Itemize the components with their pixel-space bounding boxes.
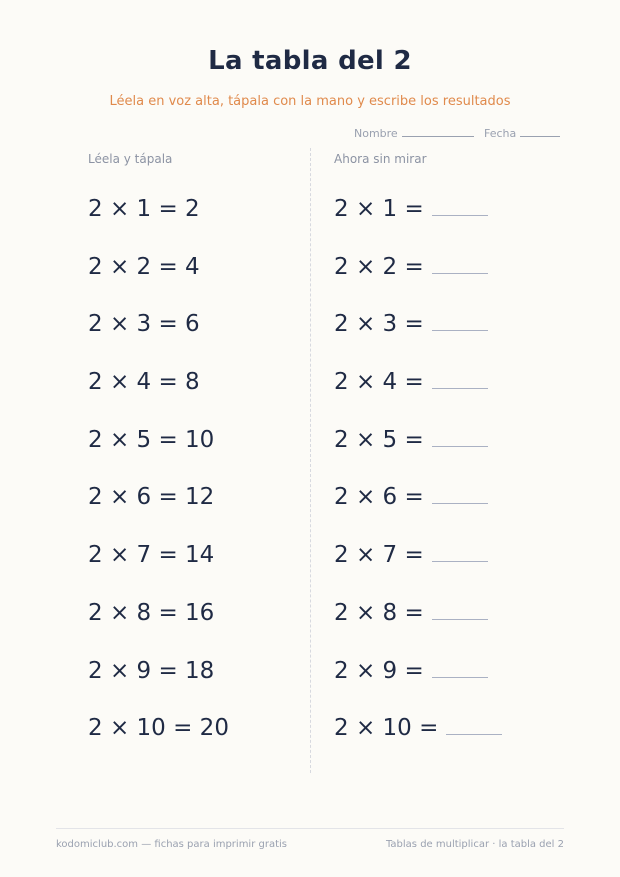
table-row-answer: 2 × 6 = 12	[88, 484, 215, 510]
table-row-answer: 2 × 8 = 16	[88, 600, 215, 626]
table-row-exercise	[334, 194, 488, 224]
exercise-text: 2 × 1 =	[334, 196, 424, 222]
exercise-text: 2 × 2 =	[334, 254, 424, 280]
exercise-text: 2 × 5 =	[334, 427, 424, 453]
answer-blank[interactable]	[432, 368, 488, 389]
table-row-answer: 2 × 1 = 2	[88, 196, 200, 222]
table-row-exercise	[334, 425, 488, 455]
date-field	[484, 127, 560, 140]
table-row-exercise	[334, 540, 488, 570]
table-row-exercise	[334, 252, 488, 282]
exercise-text: 2 × 10 =	[334, 715, 439, 741]
table-row-answer: 2 × 10 = 20	[88, 715, 229, 741]
table-row-answer: 2 × 3 = 6	[88, 311, 200, 337]
table-row-answer: 2 × 4 = 8	[88, 369, 200, 395]
name-line	[402, 127, 474, 137]
footer-topic-text: Tablas de multiplicar · la tabla del 2	[385, 839, 564, 850]
answer-blank[interactable]	[432, 657, 488, 678]
exercise-text: 2 × 9 =	[334, 658, 424, 684]
date-label: Fecha	[484, 127, 517, 140]
table-row-exercise	[334, 656, 488, 686]
answer-blank[interactable]	[432, 426, 488, 447]
table-row-exercise	[334, 309, 488, 339]
answer-blank[interactable]	[432, 483, 488, 504]
table-row-exercise	[334, 482, 488, 512]
footer-divider	[56, 828, 564, 829]
page-subtitle: Léela en voz alta, tápala con la mano y escribe los resultados	[109, 94, 511, 109]
name-field	[354, 127, 474, 140]
table-row-exercise	[334, 598, 488, 628]
exercise-text: 2 × 4 =	[334, 369, 424, 395]
answer-blank[interactable]	[432, 599, 488, 620]
exercise-text: 2 × 6 =	[334, 484, 424, 510]
left-column-heading: Léela y tápala	[88, 152, 173, 166]
name-label: Nombre	[354, 127, 398, 140]
exercise-text: 2 × 7 =	[334, 542, 424, 568]
table-row-exercise	[334, 367, 488, 397]
answer-blank[interactable]	[432, 541, 488, 562]
answer-blank[interactable]	[432, 253, 488, 274]
footer-site-text: kodomiclub.com — fichas para imprimir gratis	[56, 839, 288, 850]
answer-blank[interactable]	[446, 714, 502, 735]
answer-blank[interactable]	[432, 310, 488, 331]
table-row-answer: 2 × 7 = 14	[88, 542, 215, 568]
table-row-answer: 2 × 9 = 18	[88, 658, 215, 684]
answer-blank[interactable]	[432, 195, 488, 216]
table-row-answer: 2 × 2 = 4	[88, 254, 200, 280]
table-row-exercise	[334, 713, 502, 743]
table-row-answer: 2 × 5 = 10	[88, 427, 215, 453]
date-line	[520, 127, 560, 137]
right-column-heading: Ahora sin mirar	[334, 152, 427, 166]
page-title: La tabla del 2	[208, 46, 412, 76]
exercise-text: 2 × 8 =	[334, 600, 424, 626]
exercise-text: 2 × 3 =	[334, 311, 424, 337]
column-divider	[310, 148, 311, 773]
